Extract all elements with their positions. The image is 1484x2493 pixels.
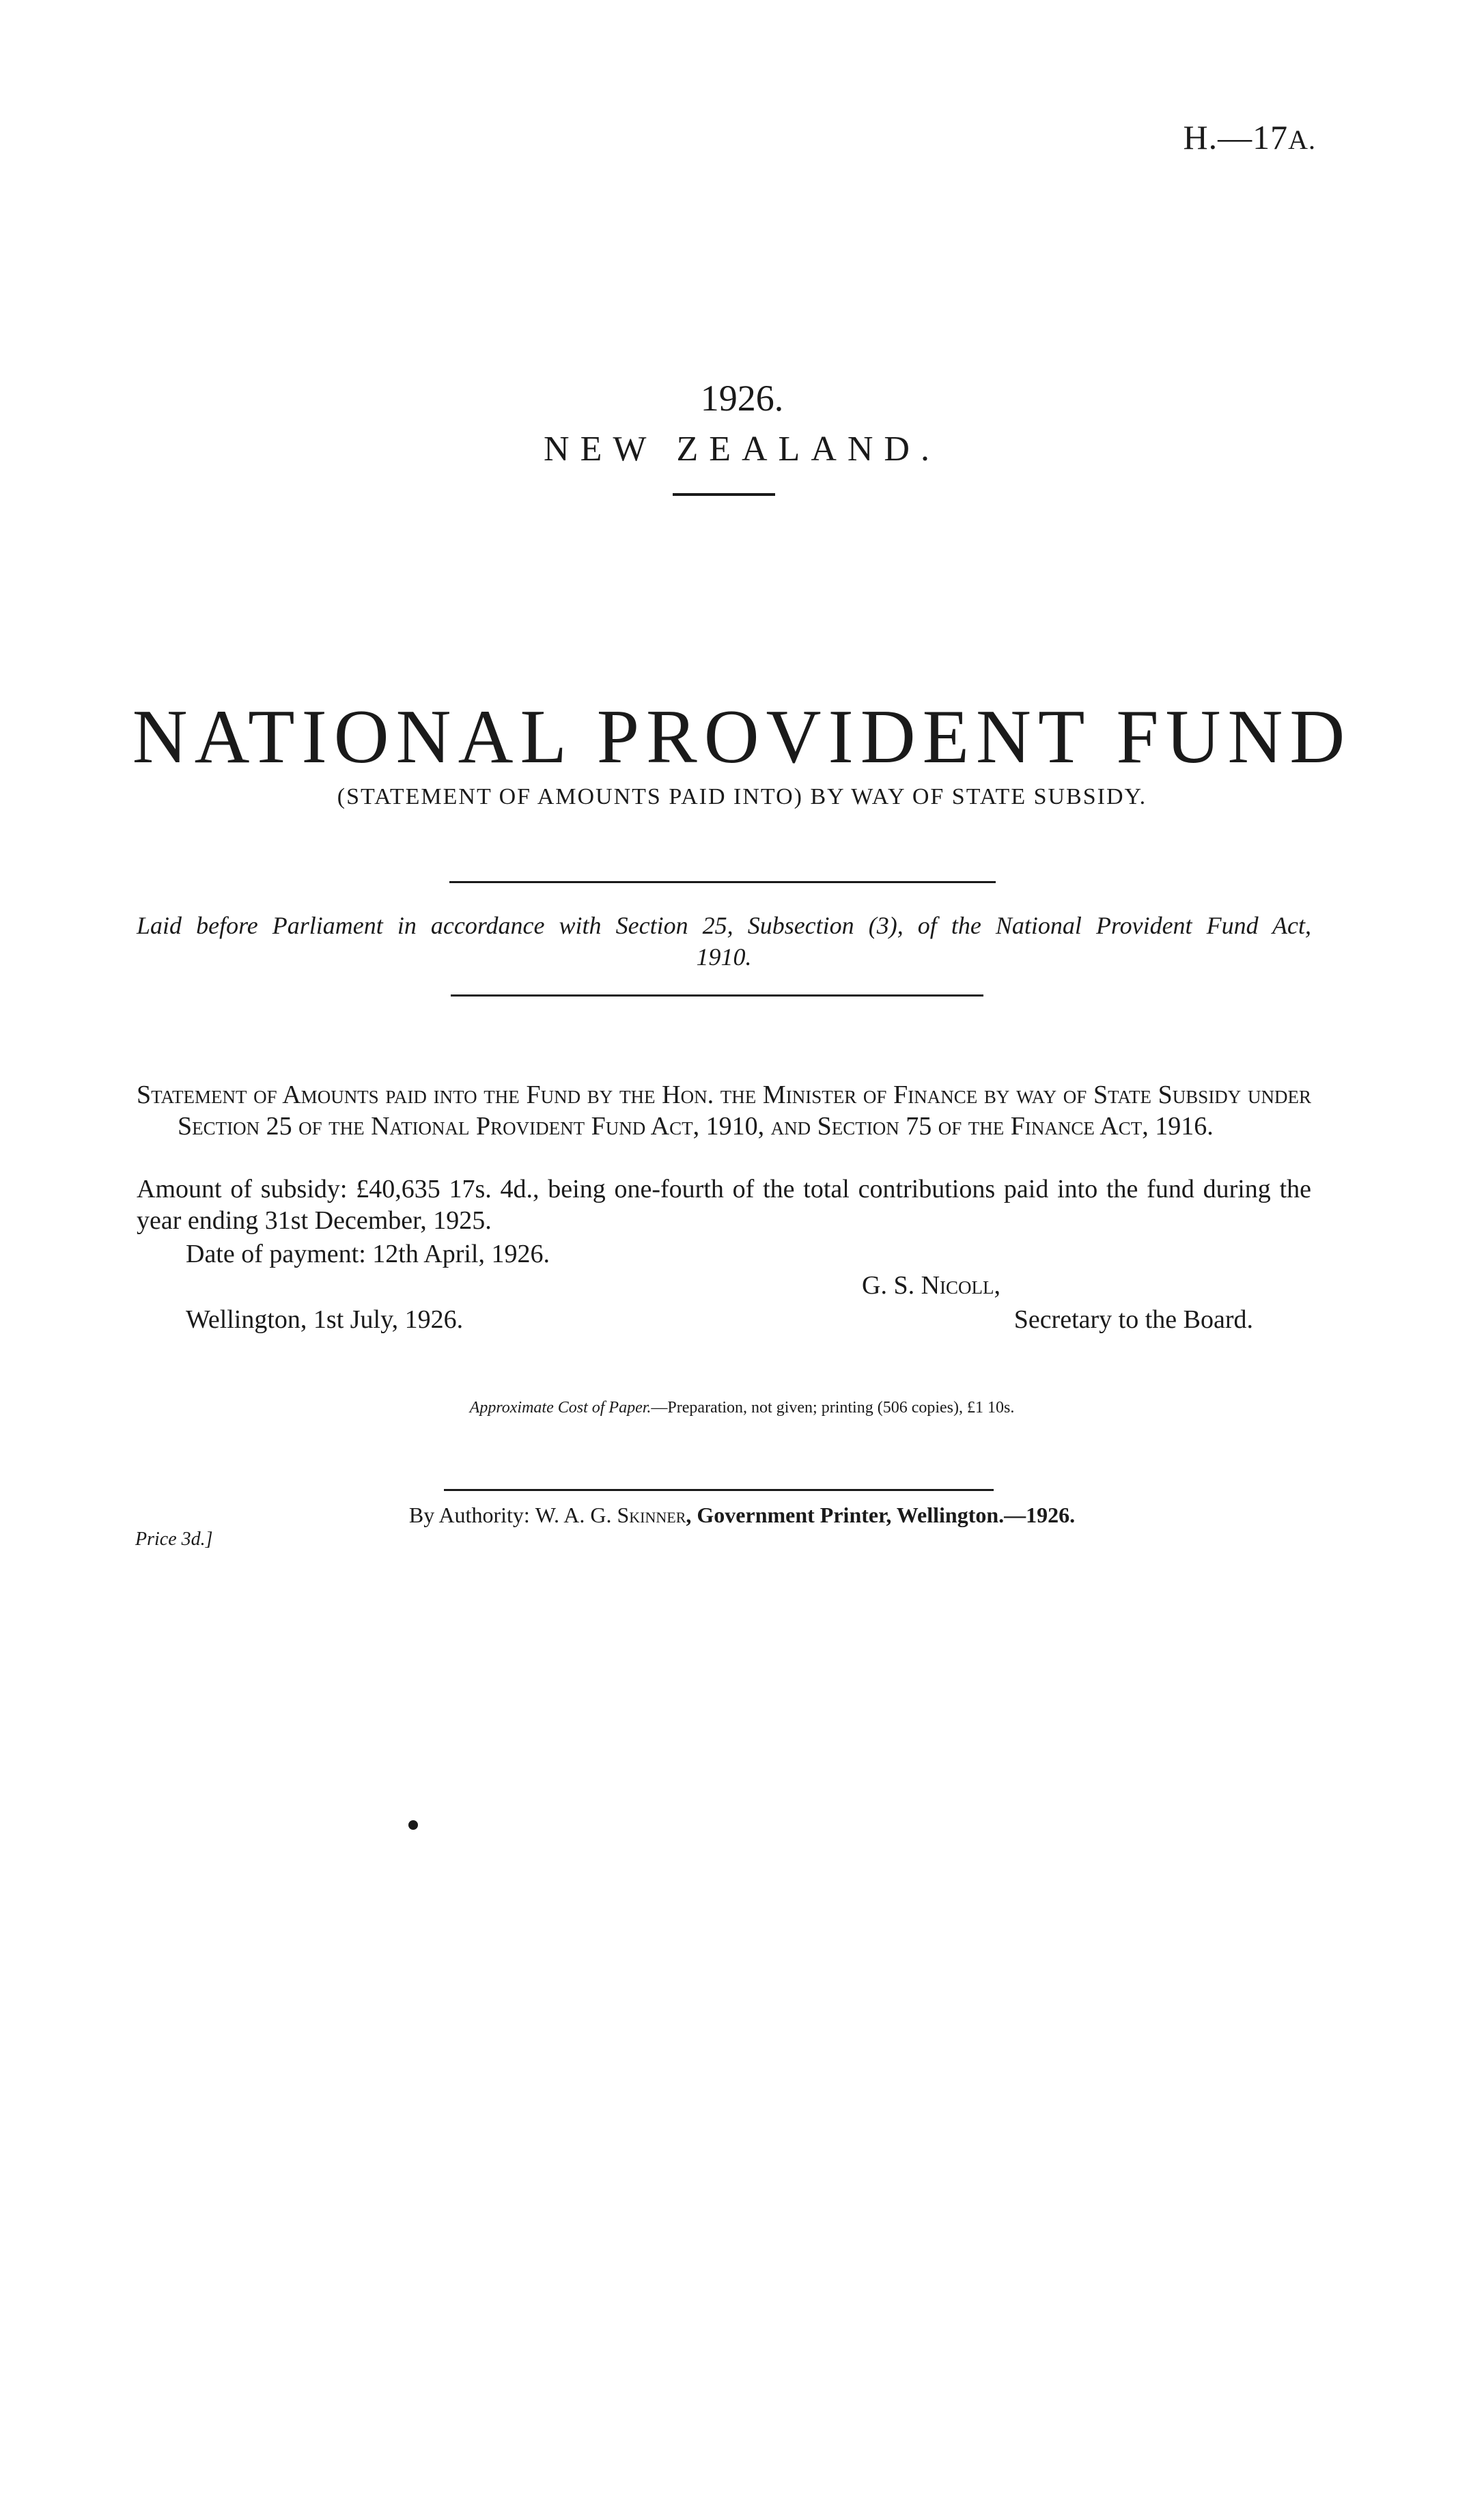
authority-rest: , Government Printer, Wellington.—1926. xyxy=(686,1503,1076,1527)
document-subtitle: (STATEMENT OF AMOUNTS PAID INTO) BY WAY OF STATE SUBSIDY. xyxy=(337,784,1147,809)
document-reference xyxy=(1184,117,1317,157)
signer-name-text: G. S. Nicoll, xyxy=(862,1271,1001,1300)
signer-name xyxy=(862,1270,1000,1300)
country: NEW ZEALAND. xyxy=(544,430,940,469)
cost-label: Approximate Cost of Paper. xyxy=(469,1399,652,1417)
document-title: NATIONAL PROVIDENT FUND xyxy=(132,695,1352,779)
cost-of-paper-note xyxy=(0,1399,1484,1417)
price: Price 3d.] xyxy=(135,1529,213,1550)
divider-rule xyxy=(449,881,996,883)
authority-prefix: By Authority: xyxy=(408,1503,530,1527)
year: 1926. xyxy=(700,378,784,419)
country-underline xyxy=(673,493,775,496)
footer-rule xyxy=(444,1489,994,1491)
amount-paragraph: Amount of subsidy: £40,635 17s. 4d., being one-fourth of the total contributions paid into the fund during the year ending 31st December, 1925. xyxy=(137,1175,1311,1235)
reference-main: H.—17 xyxy=(1183,118,1289,156)
date-of-payment: Date of payment: 12th April, 1926. xyxy=(186,1240,550,1268)
statement-paragraph: Statement of Amounts paid into the Fund by the Hon. the Minister of Finance by way of State Subsidy under Section 25 of the National Provident Fund Act, 1910, and Section 75 of the Finance Act, 1916. xyxy=(137,1081,1311,1141)
reference-suffix: A. xyxy=(1288,124,1316,155)
divider-rule xyxy=(451,994,983,997)
signer-title: Secretary to the Board. xyxy=(1013,1305,1253,1334)
cost-text: —Preparation, not given; printing (506 copies), £1 10s. xyxy=(651,1399,1015,1417)
place-and-date: Wellington, 1st July, 1926. xyxy=(186,1305,464,1334)
ink-speck xyxy=(408,1820,418,1830)
laid-before-parliament-note: Laid before Parliament in accordance with Section 25, Subsection (3), of the National Provident Fund Act, 1910. xyxy=(137,912,1311,971)
authority-name: W. A. G. Skinner xyxy=(535,1503,686,1527)
printer-authority xyxy=(0,1503,1484,1528)
